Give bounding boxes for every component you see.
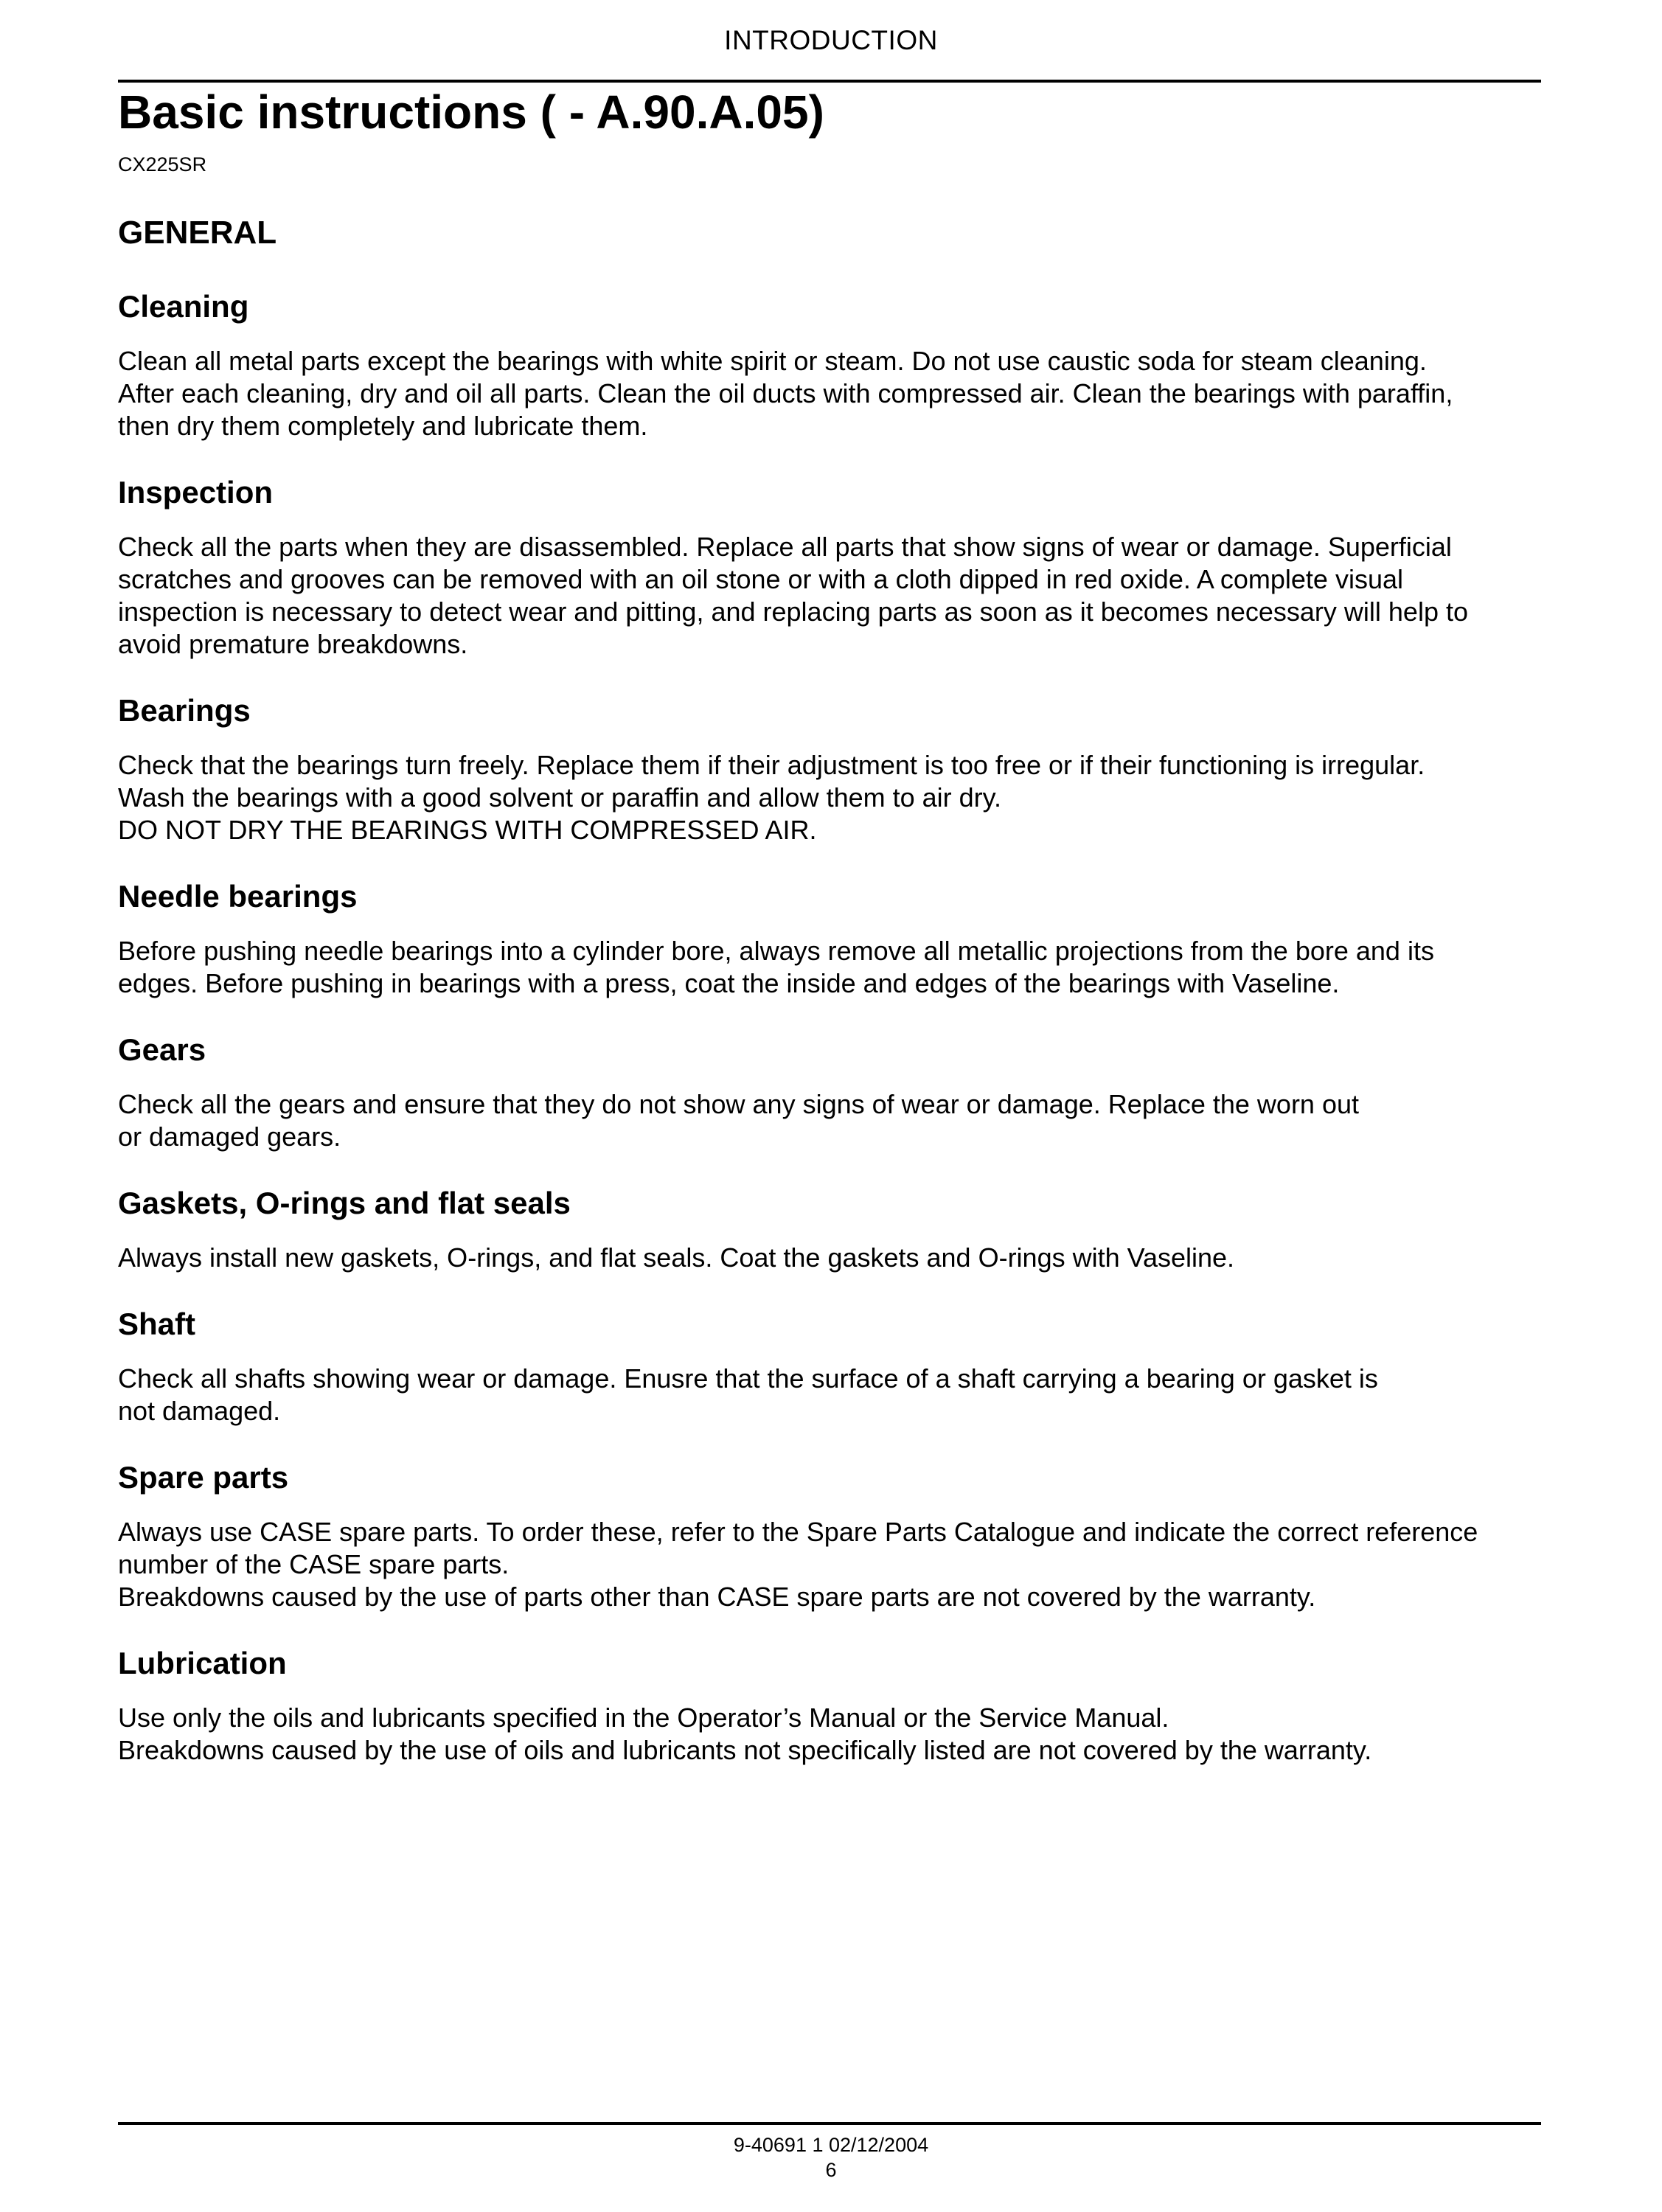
section-heading-cleaning: Cleaning <box>118 289 249 324</box>
text-line: Wash the bearings with a good solvent or paraffin and allow them to air dry. <box>118 782 1001 813</box>
section-text-shaft <box>118 1363 1548 1427</box>
text-line: avoid premature breakdowns. <box>118 629 468 659</box>
section-heading-lubrication: Lubrication <box>118 1646 287 1680</box>
section-text-inspection <box>118 531 1548 661</box>
section-text-bearings <box>118 749 1548 846</box>
section-text-cleaning <box>118 345 1548 442</box>
general-heading: GENERAL <box>118 215 277 251</box>
text-line: Before pushing needle bearings into a cylinder bore, always remove all metallic projections from the bore and its <box>118 936 1434 966</box>
page-number: 6 <box>825 2159 837 2181</box>
text-line: After each cleaning, dry and oil all parts. Clean the oil ducts with compressed air. Clean the bearings with paraffin, <box>118 378 1453 408</box>
text-line: number of the CASE spare parts. <box>118 1549 510 1579</box>
footer-rule <box>118 2122 1541 2125</box>
text-line: DO NOT DRY THE BEARINGS WITH COMPRESSED AIR. <box>118 815 817 845</box>
text-line: edges. Before pushing in bearings with a press, coat the inside and edges of the bearings with Vaseline. <box>118 968 1340 998</box>
text-line: Use only the oils and lubricants specified in the Operator’s Manual or the Service Manual. <box>118 1703 1169 1733</box>
section-heading-spare-parts: Spare parts <box>118 1460 289 1495</box>
footer-document-reference: 9-40691 1 02/12/2004 <box>733 2134 929 2156</box>
running-header: INTRODUCTION <box>724 25 938 55</box>
text-line: Clean all metal parts except the bearings with white spirit or steam. Do not use caustic soda for steam cleaning. <box>118 346 1427 376</box>
text-line: Breakdowns caused by the use of parts other than CASE spare parts are not covered by the warranty. <box>118 1582 1316 1612</box>
text-line: scratches and grooves can be removed with an oil stone or with a cloth dipped in red oxide. A complete visual <box>118 564 1403 594</box>
text-line: Always install new gaskets, O-rings, and flat seals. Coat the gaskets and O-rings with Vaseline. <box>118 1242 1235 1273</box>
section-heading-shaft: Shaft <box>118 1307 195 1341</box>
section-heading-gaskets: Gaskets, O-rings and flat seals <box>118 1186 571 1220</box>
section-text-lubrication <box>118 1702 1548 1767</box>
text-line: inspection is necessary to detect wear and pitting, and replacing parts as soon as it becomes necessary will help to <box>118 597 1468 627</box>
text-line: Check all the gears and ensure that they do not show any signs of wear or damage. Replace the worn out <box>118 1089 1359 1119</box>
section-heading-bearings: Bearings <box>118 693 251 728</box>
section-text-spare-parts <box>118 1516 1548 1613</box>
section-text-gears <box>118 1088 1548 1153</box>
text-line: Check all the parts when they are disassembled. Replace all parts that show signs of wear or damage. Superficial <box>118 532 1452 562</box>
section-heading-gears: Gears <box>118 1032 206 1067</box>
document-body <box>118 212 1548 1796</box>
section-heading-inspection: Inspection <box>118 475 274 509</box>
text-line: or damaged gears. <box>118 1121 341 1152</box>
text-line: Check all shafts showing wear or damage. Enusre that the surface of a shaft carrying a bearing or gasket is <box>118 1363 1378 1394</box>
page-title: Basic instructions ( - A.90.A.05) <box>118 86 824 139</box>
section-heading-needle-bearings: Needle bearings <box>118 879 358 914</box>
section-text-gaskets <box>118 1242 1548 1274</box>
text-line: then dry them completely and lubricate them. <box>118 411 648 441</box>
text-line: Always use CASE spare parts. To order these, refer to the Spare Parts Catalogue and indicate the correct reference <box>118 1517 1478 1547</box>
section-text-needle-bearings <box>118 935 1548 1000</box>
text-line: Check that the bearings turn freely. Replace them if their adjustment is too free or if their functioning is irregular. <box>118 750 1425 780</box>
model-designation: CX225SR <box>118 153 207 175</box>
text-line: Breakdowns caused by the use of oils and lubricants not specifically listed are not covered by the warranty. <box>118 1735 1372 1765</box>
text-line: not damaged. <box>118 1396 281 1426</box>
